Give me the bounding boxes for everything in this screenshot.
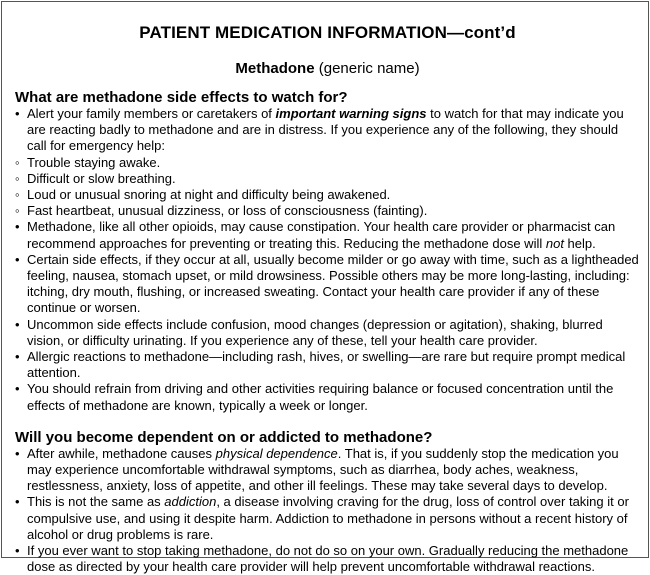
page-title: PATIENT MEDICATION INFORMATION—cont’d <box>139 23 516 42</box>
section-heading-side-effects: What are methadone side effects to watch for? <box>15 89 348 106</box>
list-item: • Certain side effects, if they occur at all, usually become milder or go away with time, such as a lightheaded feeling, nausea, stomach upset, or mild drowsiness. Possible others may be more long-lasting, including: itching, dry mouth, flushing, or increased sweating. Contact your health care provider if any of these continue or worsen. <box>15 252 640 317</box>
list-item: • Allergic reactions to methadone—including rash, hives, or swelling—are rare but require prompt medical attention. <box>15 349 640 381</box>
list-item: • You should refrain from driving and other activities requiring balance or focused concentration until the effects of methadone are known, typically a week or longer. <box>15 381 640 413</box>
list-item <box>15 494 640 543</box>
sub-list-item: ◦ Trouble staying awake. <box>15 155 640 171</box>
item-emphasis: important warning signs <box>275 106 427 121</box>
item-text: , a disease involving craving for the drug, loss of control over taking it or compulsive use, and using it despite harm. Addiction to methadone in persons without a recent history of alcohol or drug problems is rare. <box>27 494 629 542</box>
item-text: After awhile, methadone causes <box>27 445 216 461</box>
list-item <box>15 219 640 251</box>
item-text: Alert your family members or caretakers of <box>27 106 276 121</box>
item-text: . That is, if you suddenly stop the medication you may experience uncomfortable withdrawal symptoms, such as diarrhea, body aches, weakness, restlessness, anxiety, loss of appetite, and other ill feelings. These may take several days to develop. <box>27 445 619 494</box>
medication-info-page <box>1 1 649 575</box>
item-emphasis: not <box>545 235 564 251</box>
drug-subtitle <box>15 43 640 78</box>
drug-qualifier: (generic name) <box>314 60 420 77</box>
sub-list-item: ◦ Fast heartbeat, unusual dizziness, or loss of consciousness (fainting). <box>15 203 640 219</box>
dependence-list <box>15 446 640 575</box>
item-emphasis: physical dependence <box>215 445 338 461</box>
drug-name: Methadone <box>235 60 315 77</box>
side-effects-list <box>15 106 640 414</box>
warning-signs-sublist <box>27 155 640 220</box>
item-text: to watch for that may indicate you are reacting badly to methadone and are in distress. If you experience any of the following, they should call for emergency help: <box>27 106 624 154</box>
item-text: help. <box>563 235 596 251</box>
item-text: This is not the same as <box>27 494 165 510</box>
section-heading-dependence: Will you become dependent on or addicted to methadone? <box>15 428 433 446</box>
sub-list-item: ◦ Difficult or slow breathing. <box>15 171 640 187</box>
item-text: Methadone, like all other opioids, may cause constipation. Your health care provider or pharmacist can recommend approaches for preventing or treating this. Reducing the methadone dose will <box>27 219 616 251</box>
sub-list-item: ◦ Loud or unusual snoring at night and difficulty being awakened. <box>15 187 640 203</box>
item-emphasis: addiction <box>164 494 217 510</box>
list-item <box>15 446 640 495</box>
list-item: • Uncommon side effects include confusion, mood changes (depression or agitation), shaking, blurred vision, or difficulty urinating. If you experience any of these, tell your health care provider. <box>15 317 640 349</box>
list-item <box>15 106 640 219</box>
list-item: • If you ever want to stop taking methadone, do not do so on your own. Gradually reducing the methadone dose as directed by your health care provider will help prevent uncomfortable withdrawal reactions. <box>15 543 640 575</box>
